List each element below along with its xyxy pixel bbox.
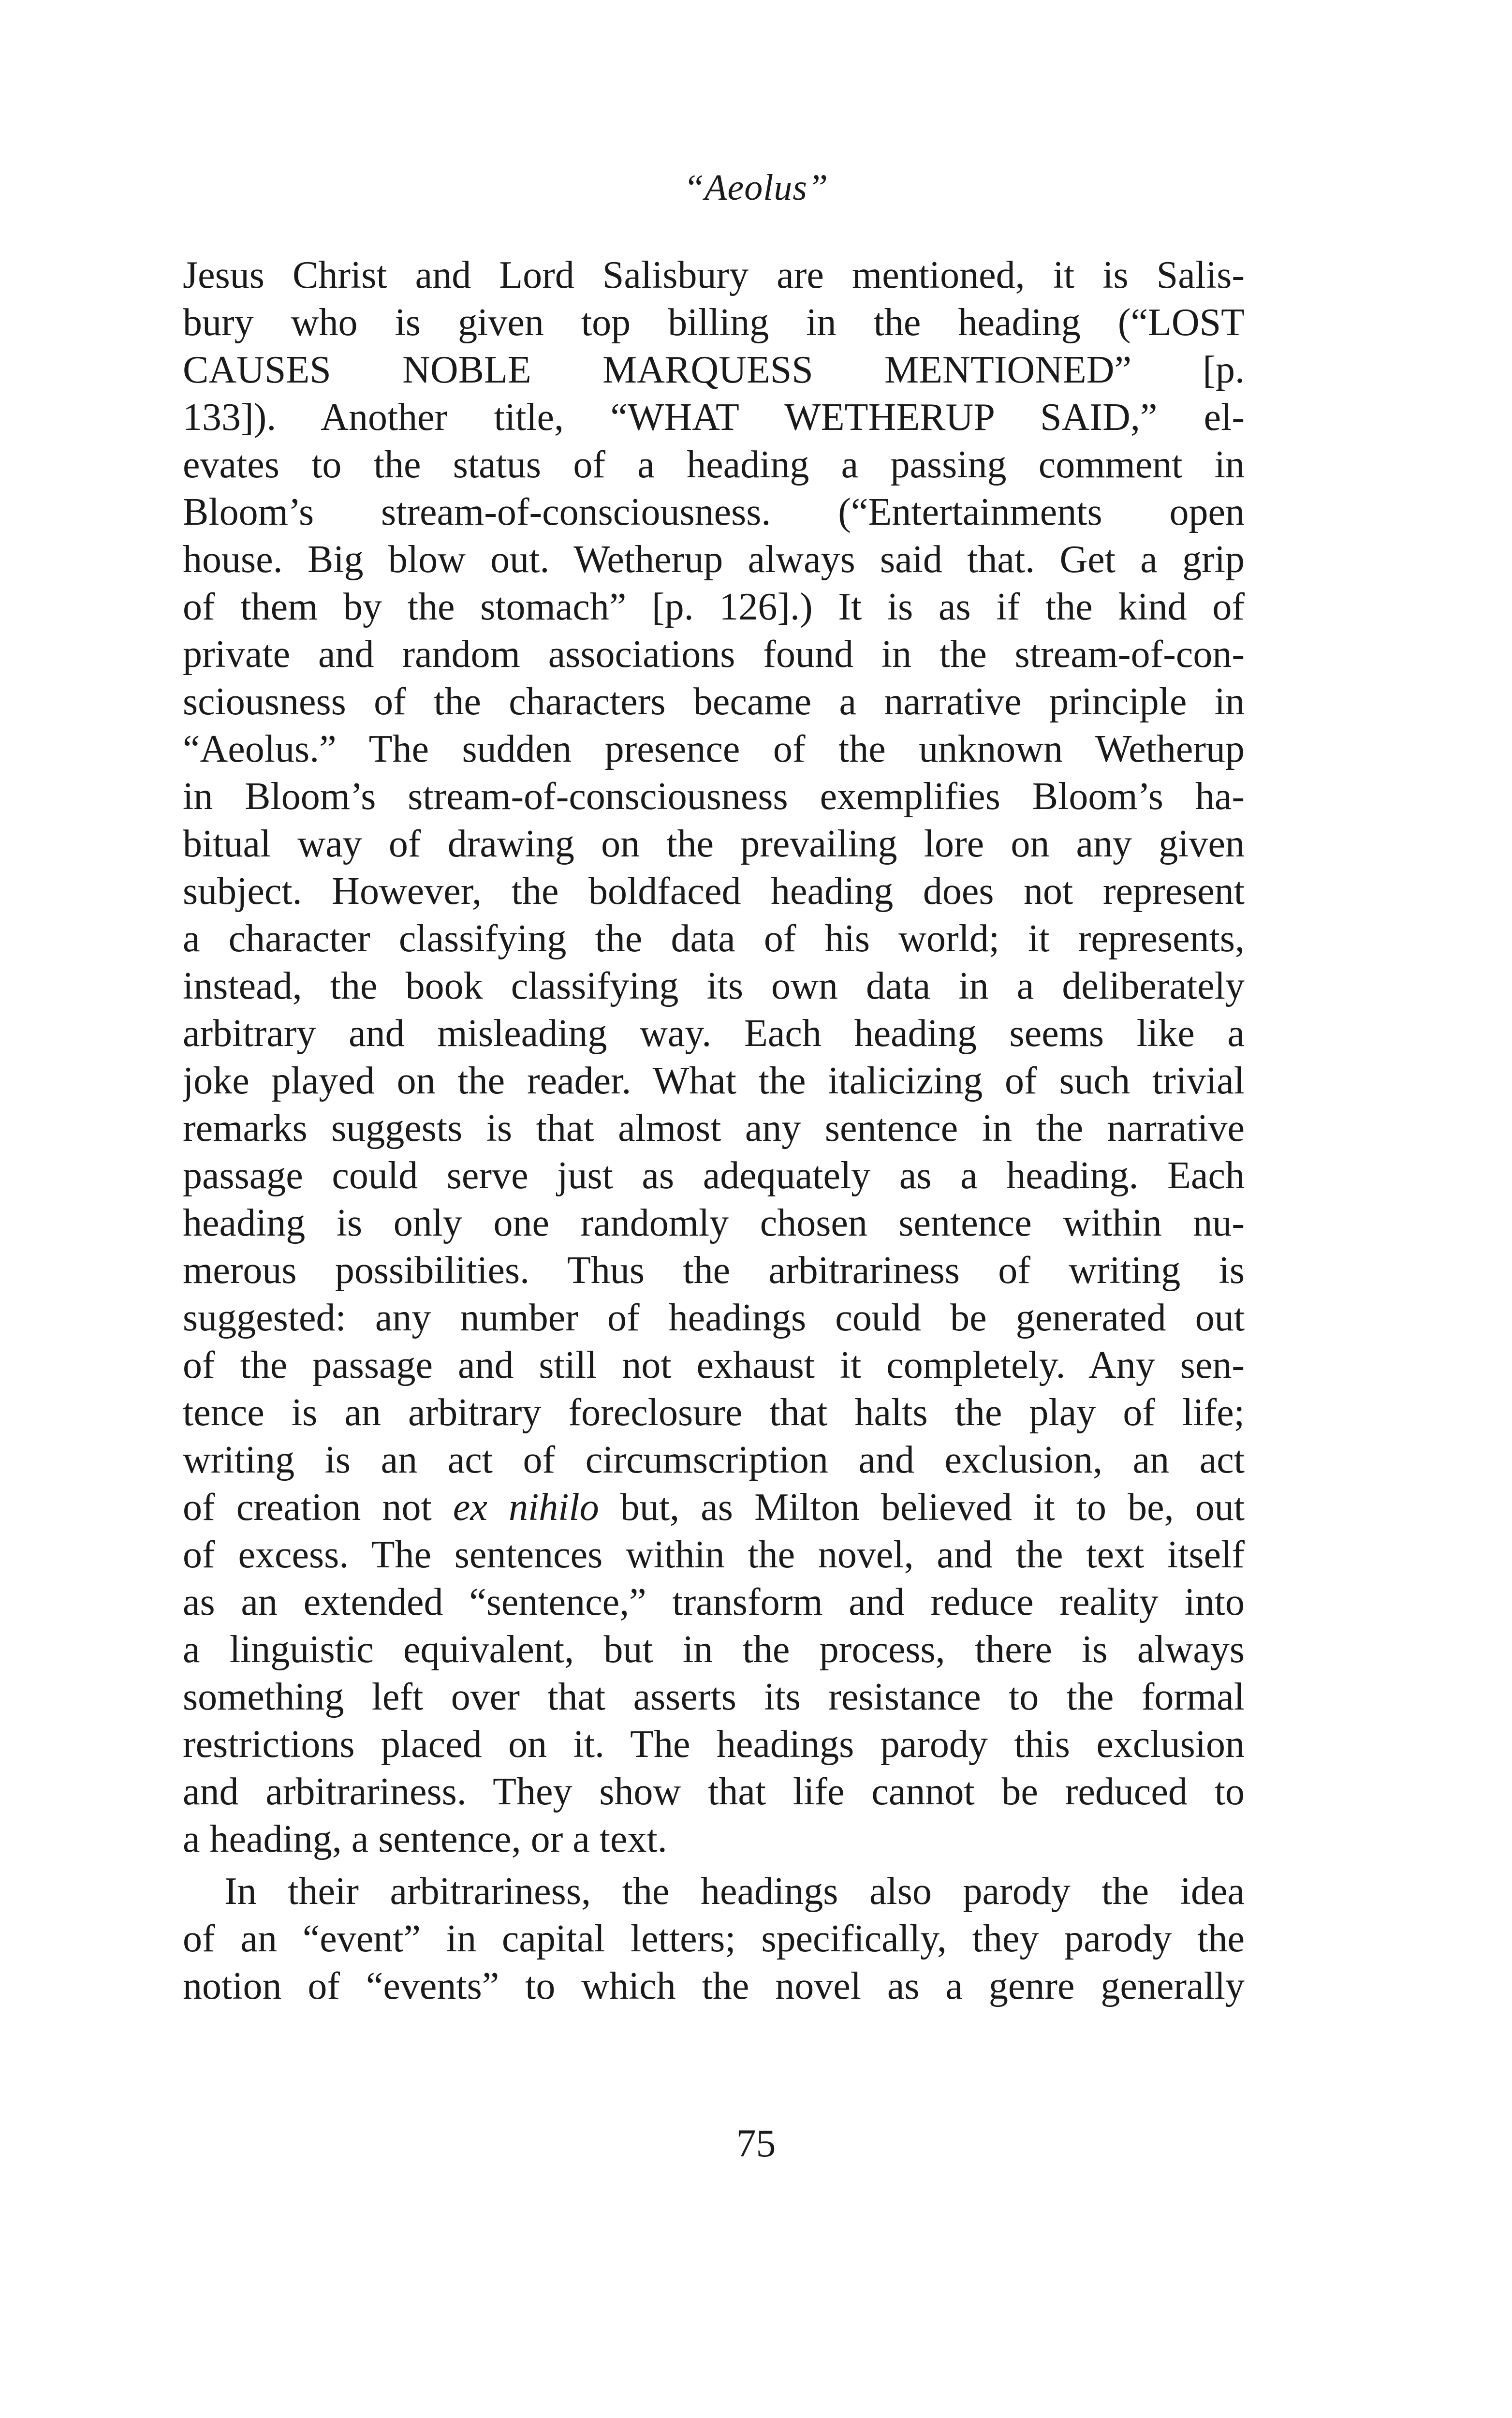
text-line: merous possibilities. Thus the arbitrariness of writing is [183,1249,1245,1292]
text-line: a character classifying the data of his world; it represents, [183,917,1245,960]
text-line: of the passage and still not exhaust it completely. Any sen- [183,1344,1245,1386]
text-line: tence is an arbitrary foreclosure that halts the play of life; [183,1391,1245,1434]
text-line: instead, the book classifying its own data in a deliberately [183,965,1245,1007]
running-head: “Aeolus” [683,167,829,208]
paragraph-gap [183,1863,1245,1868]
text-line: and arbitrariness. They show that life cannot be reduced to [183,1770,1245,1813]
text-line: heading is only one randomly chosen sentence within nu- [183,1202,1245,1244]
text-line: arbitrary and misleading way. Each heading seems like a [183,1012,1245,1055]
text-line: In their arbitrariness, the headings also parody the idea [224,1870,1245,1913]
text-line: restrictions placed on it. The headings parody this exclusion [183,1723,1245,1766]
text-line: house. Big blow out. Wetherup always said that. Get a grip [183,538,1245,581]
italic-phrase: ex nihilo [453,1486,599,1529]
text-line: of them by the stomach” [p. 126].) It is as if the kind of [183,586,1245,628]
text-line: in Bloom’s stream-of-consciousness exemplifies Bloom’s ha- [183,775,1245,818]
text-line: private and random associations found in the stream-of-con- [183,633,1245,676]
text-line: notion of “events” to which the novel as a genre generally [183,1965,1245,2007]
text-line: CAUSES NOBLE MARQUESS MENTIONED” [p. [183,349,1245,391]
text-line: of creation not ex nihilo but, as Milton believed it to be, out [183,1486,1245,1529]
text-line: passage could serve just as adequately as a heading. Each [183,1154,1245,1197]
text-line: of an “event” in capital letters; specifically, they parody the [183,1917,1245,1960]
text-line: as an extended “sentence,” transform and reduce reality into [183,1581,1245,1623]
page-number: 75 [736,2121,776,2165]
text-line: Bloom’s stream-of-consciousness. (“Entertainments open [183,491,1245,533]
text-line: remarks suggests is that almost any sentence in the narrative [183,1107,1245,1150]
text-line: 133]). Another title, “WHAT WETHERUP SAID,” el- [183,396,1245,439]
text-line: subject. However, the boldfaced heading does not represent [183,870,1245,913]
paragraph [183,1868,1245,2010]
paragraph [183,251,1245,1863]
text-line: something left over that asserts its resistance to the formal [183,1676,1245,1718]
body-text [183,251,1245,2010]
text-line: bitual way of drawing on the prevailing lore on any given [183,823,1245,865]
text-line: sciousness of the characters became a narrative principle in [183,680,1245,723]
text-line: bury who is given top billing in the heading (“LOST [183,301,1245,344]
text-line: writing is an act of circumscription and exclusion, an act [183,1439,1245,1481]
text-line: suggested: any number of headings could be generated out [183,1297,1245,1339]
text-line: a heading, a sentence, or a text. [183,1818,667,1860]
text-line: evates to the status of a heading a passing comment in [183,443,1245,486]
text-line: of excess. The sentences within the novel, and the text itself [183,1533,1245,1576]
text-line: joke played on the reader. What the italicizing of such trivial [183,1060,1245,1102]
text-line: Jesus Christ and Lord Salisbury are mentioned, it is Salis- [183,254,1245,296]
text-line: a linguistic equivalent, but in the process, there is always [183,1628,1245,1671]
text-line: “Aeolus.” The sudden presence of the unknown Wetherup [183,728,1245,770]
